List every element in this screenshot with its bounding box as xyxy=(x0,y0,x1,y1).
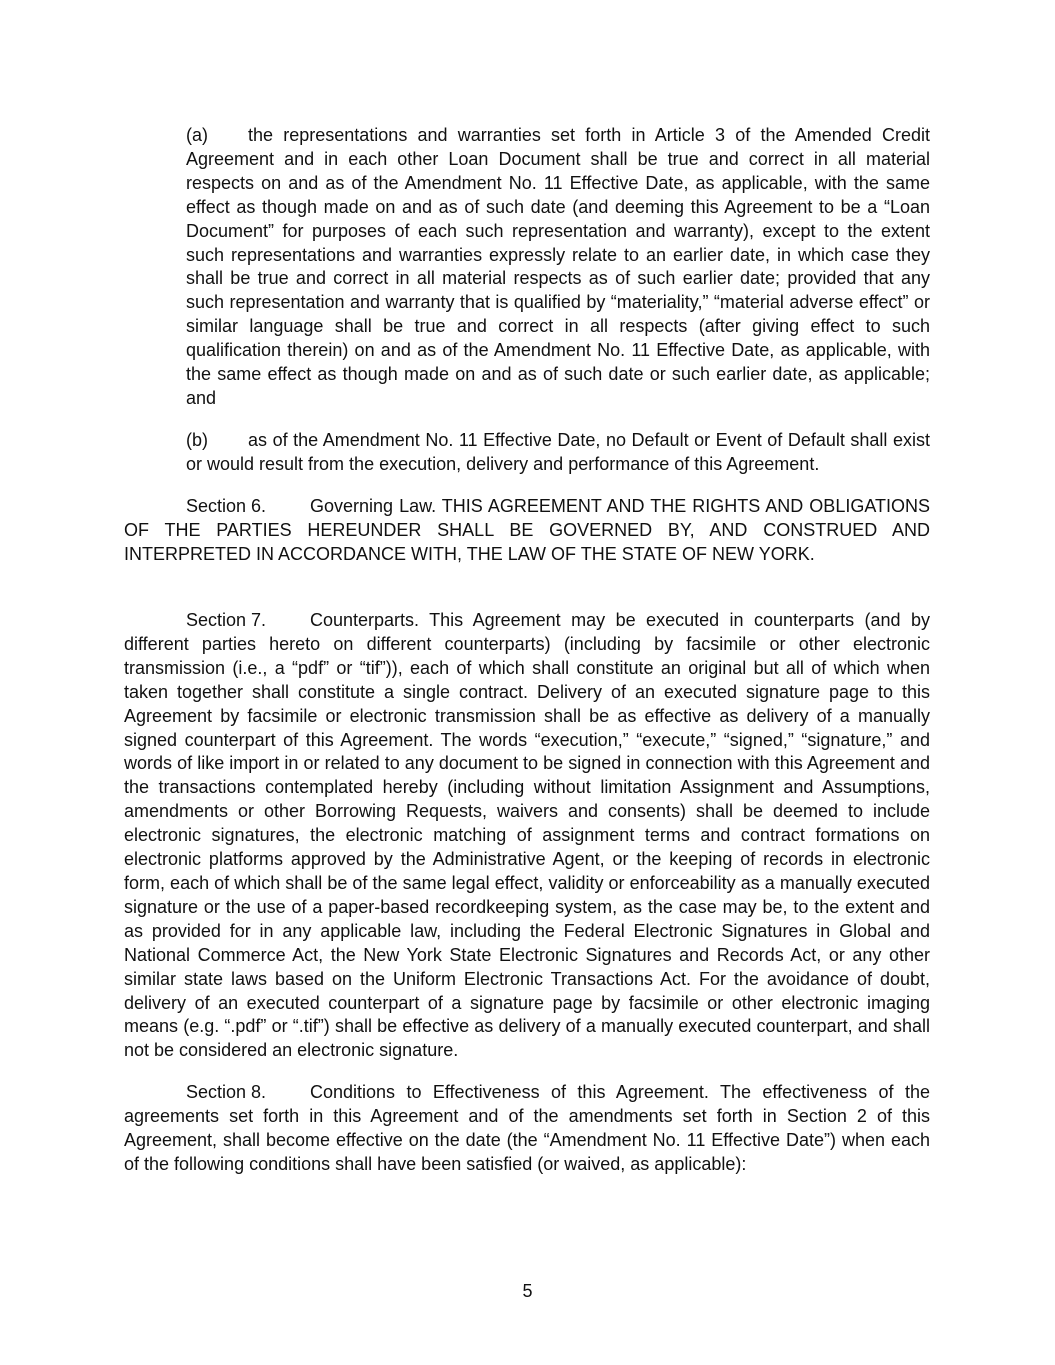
section-6-text: Governing Law. THIS AGREEMENT AND THE RIGHTS AND OBLIGATIONS OF THE PARTIES HEREUNDER SHALL BE GOVERNED BY, AND CONSTRUED AND INTERPRETED IN ACCORDANCE WITH, THE LAW OF THE STATE OF NEW YORK. xyxy=(124,496,930,564)
section-7 xyxy=(124,609,930,1063)
clause-a-label: (a) xyxy=(186,125,208,145)
section-7-text: Counterparts. This Agreement may be executed in counterparts (and by different parties hereto on different counterparts) (including by facsimile or other electronic transmission (i.e., a “pdf” or “tif”)), each of which shall constitute an original but all of which when taken together shall constitute a single contract. Delivery of an executed signature page to this Agreement by facsimile or electronic transmission shall be as effective as delivery of a manually signed counterpart of this Agreement. The words “execution,” “execute,” “signed,” “signature,” and words of like import in or related to any document to be signed in connection with this Agreement and the transactions contemplated hereby (including without limitation Assignment and Assumptions, amendments or other Borrowing Requests, waivers and consents) shall be deemed to include electronic signatures, the electronic matching of assignment terms and contract formations on electronic platforms approved by the Administrative Agent, or the keeping of records in electronic form, each of which shall be of the same legal effect, validity or enforceability as a manually executed signature or the use of a paper-based recordkeeping system, as the case may be, to the extent and as provided for in any applicable law, including the Federal Electronic Signatures in Global and National Commerce Act, the New York State Electronic Signatures and Records Act, or any other similar state laws based on the Uniform Electronic Transactions Act. For the avoidance of doubt, delivery of an executed counterpart of a signature page by facsimile or other electronic imaging means (e.g. “.pdf” or “.tif”) shall be effective as delivery of a manually executed counterpart, and shall not be considered an electronic signature. xyxy=(124,610,930,1061)
section-6-label: Section 6. xyxy=(186,496,267,516)
section-7-label: Section 7. xyxy=(186,610,267,630)
clause-a xyxy=(186,124,930,411)
page-number: 5 xyxy=(522,1281,533,1301)
section-8 xyxy=(124,1081,930,1177)
clause-b-text: as of the Amendment No. 11 Effective Date, no Default or Event of Default shall exist or would result from the execution, delivery and performance of this Agreement. xyxy=(186,430,930,474)
section-6 xyxy=(124,495,930,567)
clause-b xyxy=(186,429,930,477)
section-8-label: Section 8. xyxy=(186,1082,267,1102)
clause-b-label: (b) xyxy=(186,430,208,450)
clause-a-text: the representations and warranties set forth in Article 3 of the Amended Credit Agreement and in each other Loan Document shall be true and correct in all material respects on and as of the Amendment No. 11 Effective Date, as applicable, with the same effect as though made on and as of such date (and deeming this Agreement to be a “Loan Document” for purposes of each such representation and warranty), except to the extent such representations and warranties expressly relate to an earlier date, in which case they shall be true and correct in all material respects as of such earlier date; provided that any such representation and warranty that is qualified by “materiality,” “material adverse effect” or similar language shall be true and correct in all respects (after giving effect to such qualification therein) on and as of the Amendment No. 11 Effective Date, as applicable, with the same effect as though made on and as of such date or such earlier date, as applicable; and xyxy=(186,125,930,408)
section-8-text: Conditions to Effectiveness of this Agreement. The effectiveness of the agreements set forth in this Agreement and of the amendments set forth in Section 2 of this Agreement, shall become effective on the date (the “Amendment No. 11 Effective Date”) when each of the following conditions shall have been satisfied (or waived, as applicable): xyxy=(124,1082,930,1174)
